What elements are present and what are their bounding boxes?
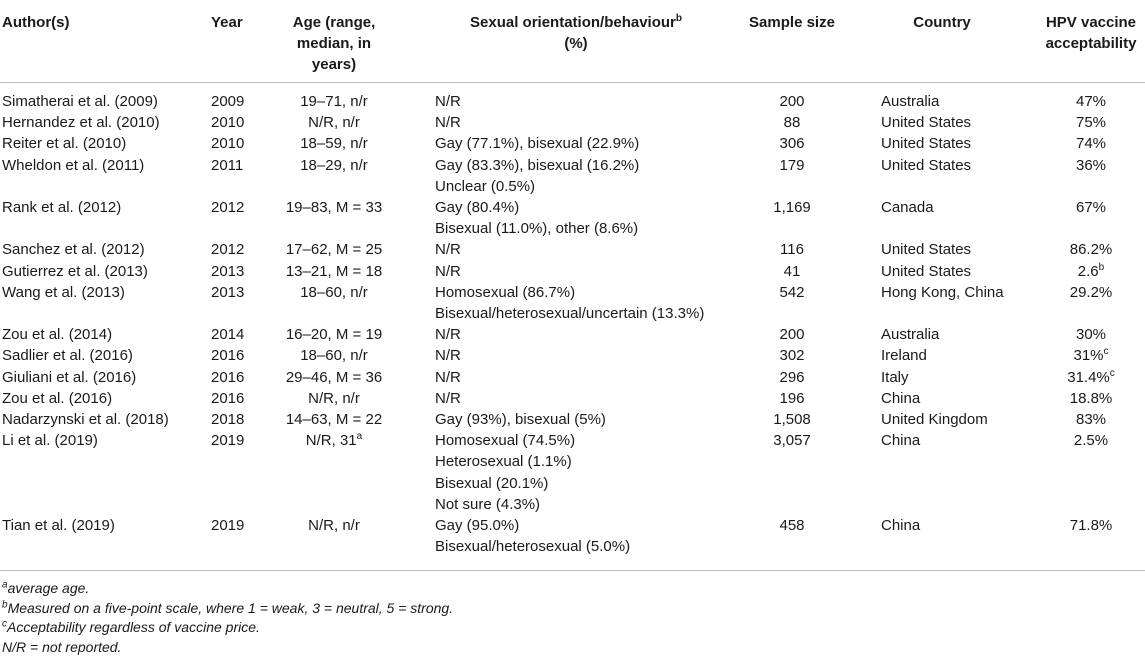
cell-acceptability: 83% [1075, 411, 1107, 428]
cell-acceptability: 67% [1075, 199, 1107, 216]
cell-orientation: Bisexual (11.0%), other (8.6%) [435, 220, 639, 238]
cell-country: Australia [881, 93, 940, 110]
cell-orientation: Heterosexual (1.1%) [435, 453, 572, 471]
cell-age: 18–29, n/r [300, 156, 368, 174]
cell-orientation: N/R [435, 262, 461, 280]
cell-orientation: N/R [435, 114, 461, 132]
cell-age: N/R, n/r [308, 114, 360, 132]
cell-country: Ireland [881, 347, 927, 365]
cell-year: 2011 [211, 156, 244, 174]
cell-country: China [881, 389, 921, 407]
cell-acceptability: 31%$^c$ [1073, 346, 1109, 365]
footnote: N/R = not reported. [2, 638, 122, 655]
cell-country: Hong Kong, China [881, 283, 1004, 301]
cell-year: 2019 [211, 432, 245, 450]
cell-acceptability: 75% [1075, 114, 1107, 132]
cell-acceptability: 18.8% [1069, 389, 1113, 407]
cell-age: 18–59, n/r [300, 135, 368, 153]
cell-year: 2010 [211, 114, 245, 132]
cell-acceptability: 2.6$^b$ [1077, 261, 1105, 280]
footnote: $^c$Acceptability regardless of vaccine price. [2, 618, 260, 635]
cell-author: Zou et al. (2016) [2, 389, 113, 407]
cell-acceptability: 2.5% [1073, 432, 1109, 450]
cell-sample-size: 88 [783, 114, 801, 132]
cell-country: United States [881, 114, 972, 132]
cell-age: 19–83, M = 33 [285, 199, 383, 216]
cell-sample-size: 296 [779, 368, 805, 386]
cell-acceptability: 31.4%$^c$ [1067, 367, 1115, 386]
cell-sample-size: 542 [779, 283, 805, 301]
cell-year: 2016 [211, 368, 245, 386]
header-acceptability: HPV vaccine acceptability [1045, 14, 1137, 52]
cell-sample-size: 196 [779, 389, 805, 407]
cell-year: 2014 [211, 326, 245, 344]
cell-orientation: Gay (80.4%) [435, 199, 520, 216]
cell-orientation: Not sure (4.3%) [435, 495, 541, 513]
cell-author: Hernandez et al. (2010) [2, 114, 160, 132]
cell-orientation: N/R [435, 347, 461, 365]
cell-orientation: Homosexual (86.7%) [435, 283, 576, 301]
cell-country: United States [881, 241, 972, 259]
cell-acceptability: 30% [1075, 326, 1107, 344]
cell-age: 17–62, M = 25 [285, 241, 383, 259]
header-orientation: Sexual orientation/behaviour$^b$ (%) [470, 13, 682, 52]
bottom-rule [0, 570, 1145, 571]
cell-country: United States [881, 135, 972, 153]
cell-orientation: N/R [435, 241, 461, 259]
cell-author: Sanchez et al. (2012) [2, 241, 145, 259]
cell-author: Simatherai et al. (2009) [2, 93, 158, 110]
header-sample-size: Sample size [749, 14, 835, 31]
cell-acceptability: 71.8% [1069, 517, 1113, 534]
header-country: Country [913, 14, 971, 31]
footnote: $^a$average age. [2, 579, 90, 596]
cell-orientation: Homosexual (74.5%) [435, 432, 576, 450]
cell-country: China [881, 517, 921, 534]
cell-year: 2012 [211, 199, 245, 216]
header-author: Author(s) [2, 14, 70, 31]
cell-acceptability: 74% [1075, 135, 1107, 153]
cell-year: 2016 [211, 347, 245, 365]
cell-age: 18–60, n/r [300, 347, 368, 365]
cell-author: Reiter et al. (2010) [2, 135, 127, 153]
cell-year: 2018 [211, 411, 245, 428]
cell-sample-size: 200 [779, 93, 805, 110]
cell-acceptability: 47% [1075, 93, 1107, 110]
cell-age: N/R, 31$^a$ [305, 431, 363, 450]
cell-acceptability: 36% [1075, 156, 1107, 174]
cell-orientation: N/R [435, 368, 461, 386]
cell-orientation: Bisexual (20.1%) [435, 474, 549, 492]
cell-orientation: Bisexual/heterosexual (5.0%) [435, 538, 631, 556]
header-rule [0, 82, 1145, 83]
cell-country: Canada [881, 199, 934, 216]
cell-orientation: Gay (83.3%), bisexual (16.2%) [435, 156, 640, 174]
header-year: Year [211, 14, 243, 31]
cell-age: 13–21, M = 18 [285, 262, 383, 280]
cell-author: Li et al. (2019) [2, 432, 98, 450]
cell-year: 2009 [211, 93, 245, 110]
cell-orientation: Gay (95.0%) [435, 517, 520, 534]
cell-sample-size: 306 [779, 135, 805, 153]
header-age: Age (range, median, in years) [292, 14, 376, 73]
cell-orientation: Gay (93%), bisexual (5%) [435, 411, 606, 428]
cell-author: Sadlier et al. (2016) [2, 347, 133, 365]
cell-acceptability: 29.2% [1069, 283, 1113, 301]
cell-year: 2010 [211, 135, 245, 153]
cell-sample-size: 3,057 [773, 432, 811, 450]
cell-author: Zou et al. (2014) [2, 326, 113, 344]
cell-orientation: N/R [435, 93, 461, 110]
cell-author: Giuliani et al. (2016) [2, 368, 137, 386]
cell-age: 18–60, n/r [300, 283, 368, 301]
cell-sample-size: 1,508 [773, 411, 811, 428]
cell-year: 2013 [211, 283, 245, 301]
cell-year: 2016 [211, 389, 245, 407]
cell-country: Australia [881, 326, 940, 344]
cell-age: 14–63, M = 22 [285, 411, 383, 428]
cell-age: N/R, n/r [308, 517, 360, 534]
cell-orientation: Bisexual/heterosexual/uncertain (13.3%) [435, 305, 705, 322]
cell-country: United States [881, 262, 972, 280]
cell-country: United Kingdom [881, 411, 988, 428]
cell-orientation: N/R [435, 389, 461, 407]
cell-orientation: Unclear (0.5%) [435, 177, 536, 195]
cell-sample-size: 116 [780, 241, 804, 259]
cell-author: Tian et al. (2019) [2, 517, 115, 534]
cell-author: Wang et al. (2013) [2, 283, 125, 301]
cell-author: Nadarzynski et al. (2018) [2, 411, 169, 428]
cell-year: 2012 [211, 241, 245, 259]
cell-country: Italy [881, 368, 909, 386]
cell-country: China [881, 432, 921, 450]
cell-sample-size: 41 [783, 262, 801, 280]
cell-country: United States [881, 156, 972, 174]
cell-year: 2013 [211, 262, 245, 280]
footnote: $^b$Measured on a five-point scale, where 1 = weak, 3 = neutral, 5 = strong. [2, 598, 454, 616]
cell-year: 2019 [211, 517, 245, 534]
cell-age: 29–46, M = 36 [285, 368, 383, 386]
cell-author: Rank et al. (2012) [2, 199, 122, 216]
cell-sample-size: 200 [779, 326, 805, 344]
cell-age: N/R, n/r [308, 389, 360, 407]
cell-author: Wheldon et al. (2011) [2, 156, 145, 174]
cell-age: 19–71, n/r [300, 93, 368, 110]
cell-author: Gutierrez et al. (2013) [2, 262, 148, 280]
cell-age: 16–20, M = 19 [285, 326, 383, 344]
cell-sample-size: 302 [779, 347, 805, 365]
cell-orientation: Gay (77.1%), bisexual (22.9%) [435, 135, 640, 153]
cell-sample-size: 1,169 [773, 199, 811, 216]
cell-sample-size: 179 [779, 156, 805, 174]
cell-orientation: N/R [435, 326, 461, 344]
cell-sample-size: 458 [779, 517, 805, 534]
cell-acceptability: 86.2% [1069, 241, 1113, 259]
